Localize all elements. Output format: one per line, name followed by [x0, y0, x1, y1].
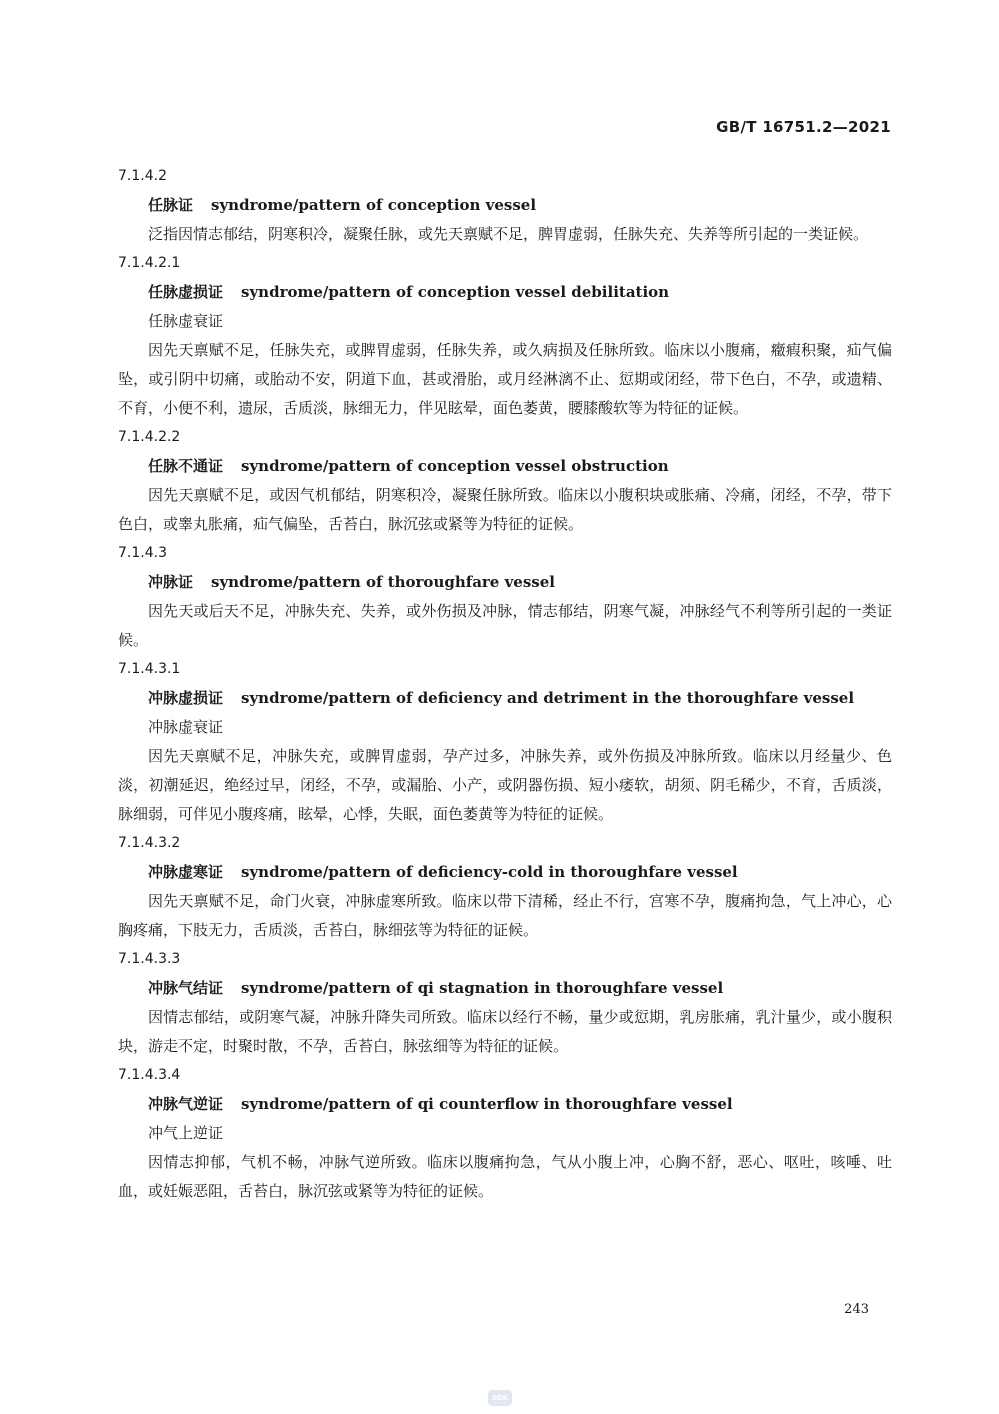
section-number: 7.1.4.3.3 — [118, 951, 181, 967]
term-definition: 因先天禀赋不足，冲脉失充，或脾胃虚弱，孕产过多，冲脉失养，或外伤损及冲脉所致。临床以月经量少、色淡，初潮延迟，绝经过早，闭经，不孕，或漏胎、小产，或阴器伤损、短小痿软，胡须、阴毛稀少，不育，舌质淡，脉细弱，可伴见小腹疼痛，眩晕，心悸，失眠，面色萎黄等为特征的证候。 — [118, 747, 892, 823]
term-definition: 因情志抑郁，气机不畅，冲脉气逆所致。临床以腹痛拘急，气从小腹上冲，心胸不舒，恶心、呕吐，咳唾、吐血，或妊娠恶阻，舌苔白，脉沉弦或紧等为特征的证候。 — [118, 1153, 892, 1200]
entry — [118, 655, 892, 829]
term-definition: 泛指因情志郁结，阴寒积冷，凝聚任脉，或先天禀赋不足，脾胃虚弱，任脉失充、失养等所引起的一类证候。 — [148, 225, 869, 243]
term-heading — [118, 1090, 892, 1119]
term-heading — [118, 568, 892, 597]
document-body — [118, 162, 892, 1206]
term-synonym: 冲脉虚衰证 — [148, 718, 224, 736]
term-english: syndrome/pattern of qi stagnation in thoroughfare vessel — [241, 979, 724, 997]
term-chinese: 任脉证 — [148, 196, 194, 214]
term-definition: 因先天禀赋不足，任脉失充，或脾胃虚弱，任脉失养，或久病损及任脉所致。临床以小腹痛，癥瘕积聚，疝气偏坠，或引阴中切痛，或胎动不安，阴道下血，甚或滑胎，或月经淋漓不止、愆期或闭经，带下色白，不孕，或遗精、不育，小便不利，遗尿，舌质淡，脉细无力，伴见眩晕，面色萎黄，腰膝酸软等为特征的证候。 — [118, 341, 892, 417]
term-synonym: 冲气上逆证 — [148, 1124, 224, 1142]
term-english: syndrome/pattern of deficiency-cold in thoroughfare vessel — [241, 863, 738, 881]
term-chinese: 冲脉气逆证 — [148, 1095, 224, 1113]
section-number: 7.1.4.3.2 — [118, 835, 181, 851]
term-english: syndrome/pattern of conception vessel — [211, 196, 537, 214]
term-synonym: 任脉虚衰证 — [148, 312, 224, 330]
term-definition: 因先天禀赋不足，或因气机郁结，阴寒积冷，凝聚任脉所致。临床以小腹积块或胀痛、冷痛，闭经，不孕，带下色白，或睾丸胀痛，疝气偏坠，舌苔白，脉沉弦或紧等为特征的证候。 — [118, 486, 892, 533]
standard-number: GB/T 16751.2—2021 — [716, 118, 891, 136]
entry — [118, 539, 892, 655]
watermark-logo: SDK — [488, 1390, 512, 1406]
section-number: 7.1.4.2.1 — [118, 255, 181, 271]
term-heading — [118, 191, 892, 220]
entry — [118, 162, 892, 249]
term-chinese: 冲脉虚损证 — [148, 689, 224, 707]
term-chinese: 冲脉证 — [148, 573, 194, 591]
term-definition: 因先天禀赋不足，命门火衰，冲脉虚寒所致。临床以带下清稀，经止不行，宫寒不孕，腹痛拘急，气上冲心，心胸疼痛，下肢无力，舌质淡，舌苔白，脉细弦等为特征的证候。 — [118, 892, 892, 939]
term-heading — [118, 684, 892, 713]
term-definition: 因情志郁结，或阴寒气凝，冲脉升降失司所致。临床以经行不畅，量少或愆期，乳房胀痛，乳汁量少，或小腹积块，游走不定，时聚时散，不孕，舌苔白，脉弦细等为特征的证候。 — [118, 1008, 892, 1055]
entry — [118, 945, 892, 1061]
term-english: syndrome/pattern of thoroughfare vessel — [211, 573, 555, 591]
term-definition: 因先天或后天不足，冲脉失充、失养，或外伤损及冲脉，情志郁结，阴寒气凝，冲脉经气不利等所引起的一类证候。 — [118, 602, 892, 649]
section-number: 7.1.4.3 — [118, 545, 167, 561]
entry — [118, 249, 892, 423]
section-number: 7.1.4.2 — [118, 168, 167, 184]
entry — [118, 1061, 892, 1206]
term-english: syndrome/pattern of deficiency and detriment in the thoroughfare vessel — [241, 689, 855, 707]
term-chinese: 冲脉虚寒证 — [148, 863, 224, 881]
term-chinese: 任脉虚损证 — [148, 283, 224, 301]
term-heading — [118, 278, 892, 307]
term-heading — [118, 452, 892, 481]
term-english: syndrome/pattern of qi counterflow in thoroughfare vessel — [241, 1095, 733, 1113]
entry — [118, 423, 892, 539]
section-number: 7.1.4.3.1 — [118, 661, 181, 677]
term-english: syndrome/pattern of conception vessel debilitation — [241, 283, 670, 301]
section-number: 7.1.4.2.2 — [118, 429, 181, 445]
term-english: syndrome/pattern of conception vessel obstruction — [241, 457, 669, 475]
term-heading — [118, 858, 892, 887]
page-number: 243 — [844, 1302, 869, 1317]
section-number: 7.1.4.3.4 — [118, 1067, 181, 1083]
term-chinese: 冲脉气结证 — [148, 979, 224, 997]
term-heading — [118, 974, 892, 1003]
entry — [118, 829, 892, 945]
term-chinese: 任脉不通证 — [148, 457, 224, 475]
